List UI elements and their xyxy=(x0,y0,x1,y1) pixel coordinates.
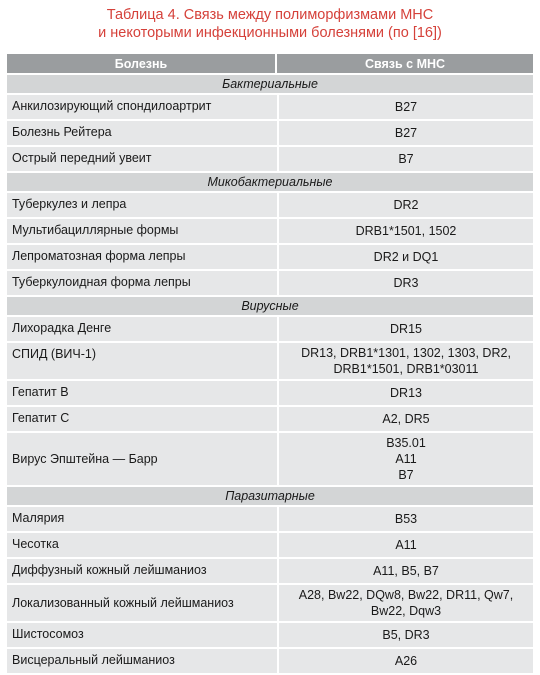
mhc-association-cell xyxy=(277,147,533,171)
association-line: B35.01 xyxy=(386,436,426,450)
association-line: DRB1*1501, DRB1*03011 xyxy=(333,362,479,376)
mhc-association-cell xyxy=(277,559,533,583)
mhc-association-cell xyxy=(277,343,533,379)
mhc-association-cell xyxy=(277,649,533,673)
disease-cell: Малярия xyxy=(7,507,277,531)
disease-cell: Вирус Эпштейна — Барр xyxy=(7,433,277,485)
association-line: DRB1*1501, 1502 xyxy=(355,224,457,238)
table-row xyxy=(7,95,533,119)
table-body xyxy=(7,75,533,673)
disease-cell: Висцеральный лейшманиоз xyxy=(7,649,277,673)
table-row xyxy=(7,381,533,405)
disease-cell: Гепатит B xyxy=(7,381,277,405)
disease-cell: Туберкулоидная форма лепры xyxy=(7,271,277,295)
section-title: Паразитарные xyxy=(7,487,533,505)
disease-cell: Острый передний увеит xyxy=(7,147,277,171)
table-row xyxy=(7,623,533,647)
disease-cell: Чесотка xyxy=(7,533,277,557)
association-line: DR2 и DQ1 xyxy=(373,250,439,264)
table-row xyxy=(7,271,533,295)
association-line: DR13, DRB1*1301, 1302, 1303, DR2, xyxy=(301,346,511,360)
table-row xyxy=(7,507,533,531)
mhc-association-cell xyxy=(277,193,533,217)
table-row xyxy=(7,121,533,145)
table-caption xyxy=(0,0,540,44)
table-row xyxy=(7,533,533,557)
disease-cell: СПИД (ВИЧ-1) xyxy=(7,343,277,379)
table-row xyxy=(7,219,533,243)
mhc-association-cell xyxy=(277,219,533,243)
table-row xyxy=(7,245,533,269)
mhc-disease-table xyxy=(7,52,533,675)
section-row xyxy=(7,75,533,93)
association-line: B7 xyxy=(398,468,414,482)
section-row xyxy=(7,487,533,505)
mhc-association-cell xyxy=(277,317,533,341)
section-title: Вирусные xyxy=(7,297,533,315)
association-line: A11 xyxy=(395,538,417,552)
association-line: A2, DR5 xyxy=(382,412,430,426)
mhc-association-cell xyxy=(277,433,533,485)
mhc-association-cell xyxy=(277,121,533,145)
mhc-association-cell xyxy=(277,507,533,531)
table-row xyxy=(7,317,533,341)
mhc-association-cell xyxy=(277,623,533,647)
association-line: B27 xyxy=(394,100,418,114)
mhc-association-cell xyxy=(277,585,533,621)
section-title: Микобактериальные xyxy=(7,173,533,191)
header-association: Связь с МНС xyxy=(277,54,533,73)
association-line: B7 xyxy=(398,152,414,166)
table-row xyxy=(7,193,533,217)
disease-cell: Локализованный кожный лейшманиоз xyxy=(7,585,277,621)
disease-cell: Мультибациллярные формы xyxy=(7,219,277,243)
association-line: DR3 xyxy=(393,276,419,290)
table-row xyxy=(7,585,533,621)
table-row xyxy=(7,559,533,583)
section-row xyxy=(7,173,533,191)
disease-cell: Болезнь Рейтера xyxy=(7,121,277,145)
caption-line-2: и некоторыми инфекционными болезнями (по [16]) xyxy=(98,25,442,41)
disease-cell: Гепатит C xyxy=(7,407,277,431)
association-line: A11, B5, B7 xyxy=(373,564,439,578)
disease-cell: Лепроматозная форма лепры xyxy=(7,245,277,269)
table-row xyxy=(7,433,533,485)
association-line: B27 xyxy=(394,126,418,140)
disease-cell: Диффузный кожный лейшманиоз xyxy=(7,559,277,583)
caption-line-1: Таблица 4. Связь между полиморфизмами МНС xyxy=(106,7,434,23)
section-title: Бактериальные xyxy=(7,75,533,93)
mhc-association-cell xyxy=(277,533,533,557)
association-line: A26 xyxy=(394,654,418,668)
association-line: B5, DR3 xyxy=(382,628,430,642)
table-row xyxy=(7,649,533,673)
table-row xyxy=(7,407,533,431)
mhc-association-cell xyxy=(277,95,533,119)
mhc-association-cell xyxy=(277,245,533,269)
mhc-association-cell xyxy=(277,381,533,405)
association-line: A28, Bw22, DQw8, Bw22, DR11, Qw7, xyxy=(298,588,514,602)
disease-cell: Лихорадка Денге xyxy=(7,317,277,341)
association-line: DR15 xyxy=(390,322,422,336)
table-row xyxy=(7,147,533,171)
association-line: DR2 xyxy=(393,198,419,212)
table-row xyxy=(7,343,533,379)
disease-cell: Туберкулез и лепра xyxy=(7,193,277,217)
section-row xyxy=(7,297,533,315)
mhc-association-cell xyxy=(277,271,533,295)
association-line: A11 xyxy=(395,452,417,466)
association-line: Bw22, Dqw3 xyxy=(370,604,442,618)
disease-cell: Шистосомоз xyxy=(7,623,277,647)
header-row xyxy=(7,54,533,73)
header-disease: Болезнь xyxy=(7,54,277,73)
mhc-association-cell xyxy=(277,407,533,431)
disease-cell: Анкилозирующий спондилоартрит xyxy=(7,95,277,119)
association-line: B53 xyxy=(394,512,418,526)
association-line: DR13 xyxy=(390,386,422,400)
